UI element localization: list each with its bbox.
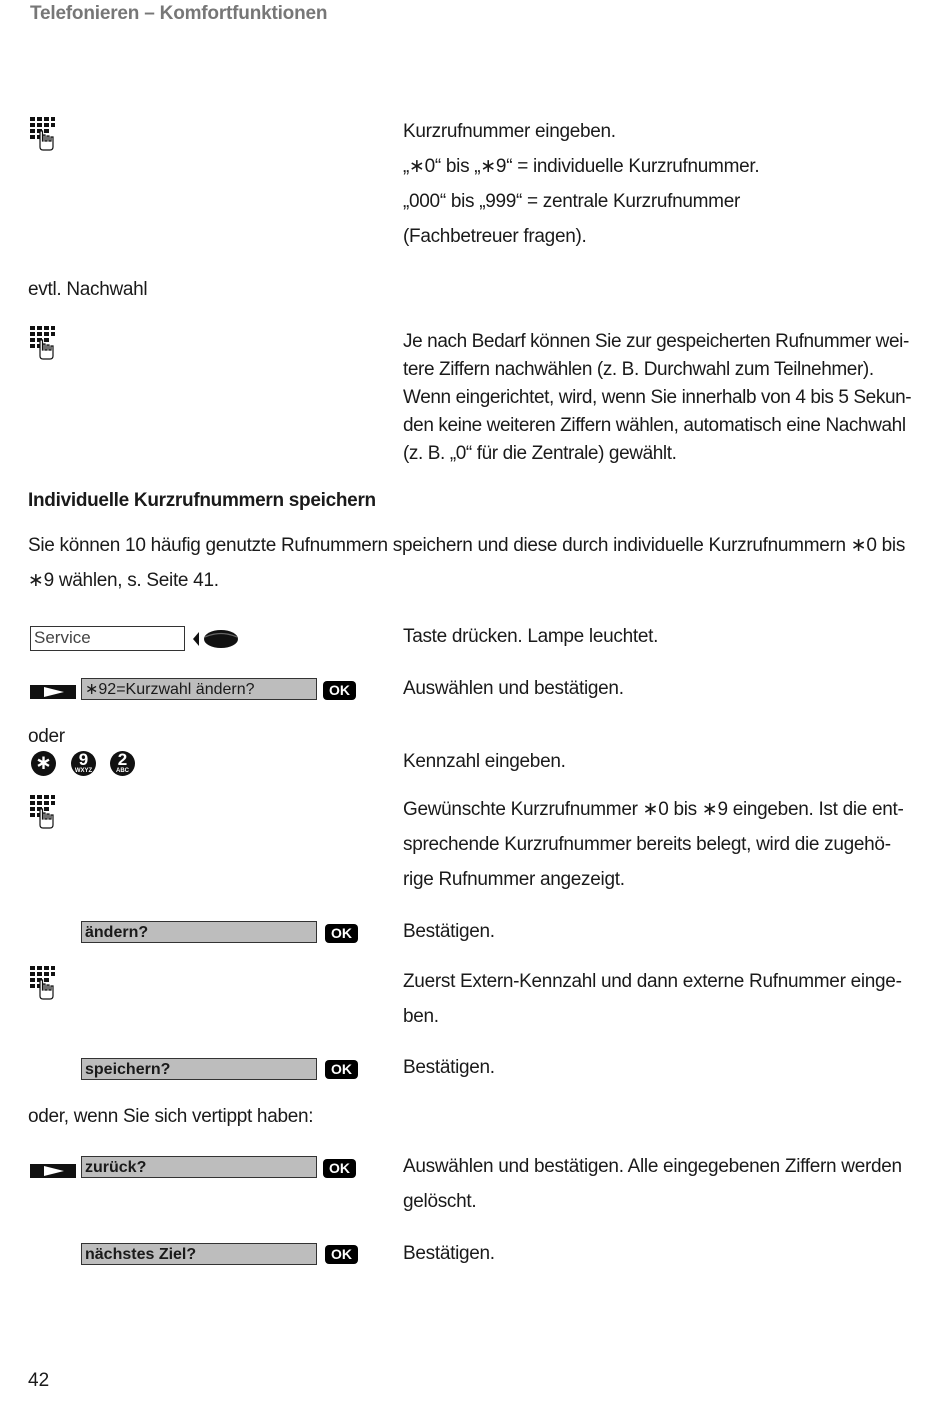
instruction-block-zurueck [403, 1149, 923, 1219]
instruction-line: „∗0“ bis „∗9“ = individuelle Kurzrufnummer. [403, 156, 760, 177]
instruction-line: tere Ziffern nachwählen (z. B. Durchwahl zum Teilnehmer). [403, 359, 874, 380]
instruction-block-extern [403, 964, 923, 1034]
display-aendern: ändern? [81, 921, 317, 943]
instruction-block-kurzrufnummer [403, 114, 923, 254]
section-heading: Individuelle Kurzrufnummern speichern [28, 490, 376, 511]
keypad-icon [30, 966, 56, 1000]
instruction-line: Gewünschte Kurzrufnummer ∗0 bis ∗9 eingeben. Ist die ent- [403, 799, 904, 820]
instruction-line: Wenn eingerichtet, wird, wenn Sie innerhalb von 4 bis 5 Sekun- [403, 387, 912, 408]
ok-button[interactable]: OK [325, 1245, 358, 1264]
instruction-block-nachwahl [403, 328, 923, 468]
instruction-line: Je nach Bedarf können Sie zur gespeicherten Rufnummer wei- [403, 331, 909, 352]
intro-line: Sie können 10 häufig genutzte Rufnummern speichern und diese durch individuelle Kurzrufnummern ∗0 bis [28, 535, 906, 556]
display-naechstes-ziel: nächstes Ziel? [81, 1243, 317, 1265]
step-desc: Bestätigen. [403, 1243, 495, 1264]
instruction-line: rige Rufnummer angezeigt. [403, 869, 625, 890]
instruction-line: sprechende Kurzrufnummer bereits belegt, wird die zugehö- [403, 834, 891, 855]
page-header: Telefonieren – Komfortfunktionen [30, 3, 328, 24]
section-intro [28, 528, 928, 598]
key-digit: 2 [117, 750, 128, 769]
vertippt-label: oder, wenn Sie sich vertippt haben: [28, 1106, 314, 1127]
nachwahl-label: evtl. Nachwahl [28, 279, 148, 300]
key-letters: WXYZ [74, 768, 93, 774]
ok-button[interactable]: OK [325, 924, 358, 943]
instruction-line: gelöscht. [403, 1191, 477, 1212]
instruction-line: den keine weiteren Ziffern wählen, automatisch eine Nachwahl [403, 415, 906, 436]
instruction-line: ben. [403, 1006, 439, 1027]
key-letters: ABC [116, 768, 129, 774]
oder-label: oder [28, 726, 65, 747]
instruction-line: Auswählen und bestätigen. Alle eingegebenen Ziffern werden [403, 1156, 902, 1177]
instruction-line: Zuerst Extern-Kennzahl und dann externe Rufnummer einge- [403, 971, 902, 992]
ok-button[interactable]: OK [323, 681, 356, 700]
instruction-line: „000“ bis „999“ = zentrale Kurzrufnummer [403, 191, 741, 212]
step-desc: Bestätigen. [403, 1057, 495, 1078]
intro-line: ∗9 wählen, s. Seite 41. [28, 570, 219, 591]
ok-button[interactable]: OK [323, 1159, 356, 1178]
display-kurzwahl: ∗92=Kurzwahl ändern? [81, 678, 317, 700]
display-zurueck: zurück? [81, 1156, 317, 1178]
service-key-label: Service [30, 626, 185, 651]
keypad-icon [30, 117, 56, 151]
page-number: 42 [28, 1370, 50, 1391]
key-2[interactable] [110, 751, 135, 776]
instruction-line: (z. B. „0“ für die Zentrale) gewählt. [403, 443, 677, 464]
step-desc: Kennzahl eingeben. [403, 751, 566, 772]
display-speichern: speichern? [81, 1058, 317, 1080]
keypad-icon [30, 795, 56, 829]
star-key[interactable]: ∗ [31, 751, 56, 776]
instruction-line: (Fachbetreuer fragen). [403, 226, 587, 247]
select-arrow-button[interactable] [30, 1162, 76, 1180]
step-desc: Auswählen und bestätigen. [403, 678, 624, 699]
select-arrow-button[interactable] [30, 683, 76, 701]
ok-button[interactable]: OK [325, 1060, 358, 1079]
key-digit: 9 [78, 750, 89, 769]
instruction-line: Kurzrufnummer eingeben. [403, 121, 616, 142]
instruction-block-eingeben [403, 792, 923, 897]
service-key-icon[interactable] [191, 628, 247, 650]
step-desc: Taste drücken. Lampe leuchtet. [403, 626, 659, 647]
step-desc: Bestätigen. [403, 921, 495, 942]
keypad-icon [30, 326, 56, 360]
key-9[interactable] [71, 751, 96, 776]
